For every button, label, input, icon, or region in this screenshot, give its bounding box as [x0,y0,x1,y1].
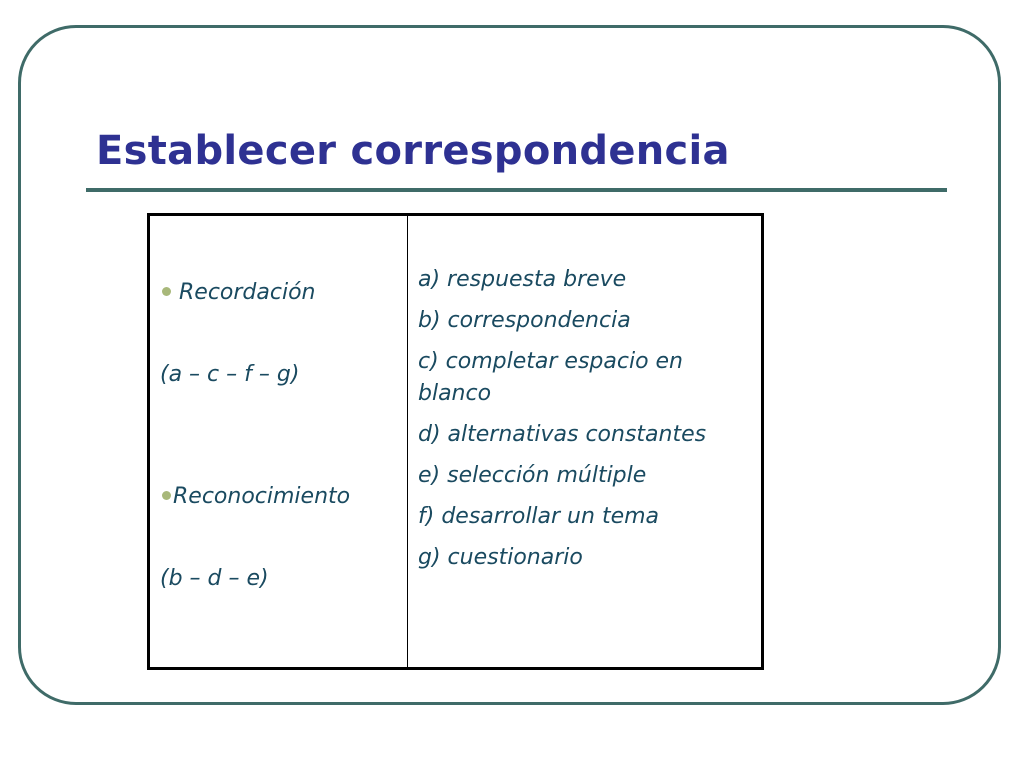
category-recordacion [162,280,315,305]
category-label: Recordación [179,280,316,305]
option-item: c) completar espacio en blanco [418,349,683,406]
options-list [418,264,758,583]
slide-title: Establecer correspondencia [96,128,730,174]
option-item: b) correspondencia [418,308,631,333]
option-item: g) cuestionario [418,545,583,570]
category-letters: (b – d – e) [160,566,269,591]
category-letters: (a – c – f – g) [160,362,300,387]
categories-column [150,216,408,667]
options-column [408,216,761,667]
bullet-icon [162,491,171,500]
option-item: d) alternativas constantes [418,422,707,447]
matching-table [147,213,764,670]
bullet-icon [162,287,171,296]
option-item: a) respuesta breve [418,267,627,292]
category-label: Reconocimiento [173,484,351,509]
option-item: f) desarrollar un tema [418,504,660,529]
option-item: e) selección múltiple [418,463,647,488]
title-divider [86,188,947,192]
category-reconocimiento [162,484,350,509]
